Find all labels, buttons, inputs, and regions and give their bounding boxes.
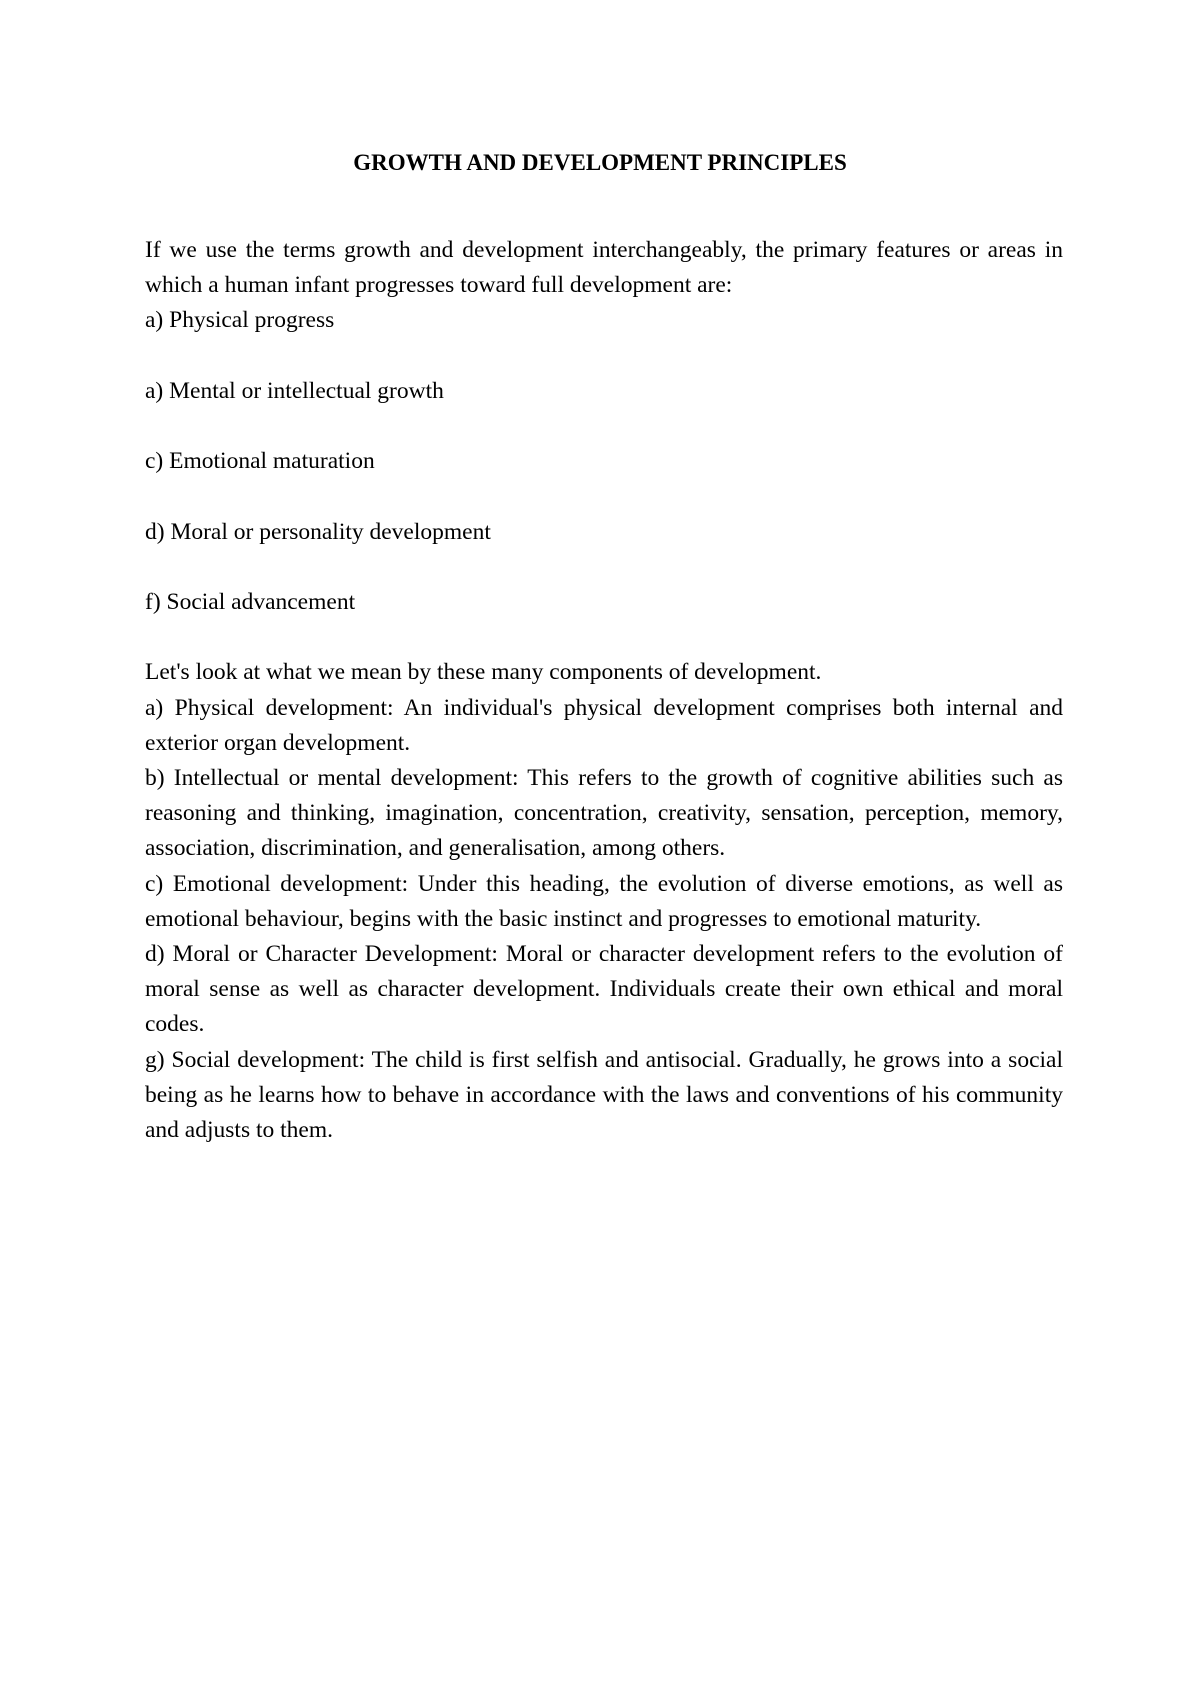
area-item: f) Social advancement <box>145 588 356 615</box>
intro-paragraph: If we use the terms growth and development interchangeably, the primary features or areas in which a human infant progresses toward full development are: <box>145 237 1063 299</box>
component-paragraph: a) Physical development: An individual's physical development comprises both internal and exterior organ development. <box>145 694 1063 756</box>
area-item: a) Mental or intellectual growth <box>145 377 444 404</box>
area-item: d) Moral or personality development <box>145 518 491 545</box>
component-paragraph: g) Social development: The child is first selfish and antisocial. Gradually, he grows into a social being as he learns how to behave in accordance with the laws and conventions of his community and adjusts to them. <box>145 1046 1063 1143</box>
spacer <box>145 620 1063 655</box>
component-paragraph: c) Emotional development: Under this heading, the evolution of diverse emotions, as well as emotional behaviour, begins with the basic instinct and progresses to emotional maturity. <box>145 870 1063 932</box>
area-item: a) Physical progress <box>145 307 335 334</box>
document-title: GROWTH AND DEVELOPMENT PRINCIPLES <box>353 150 847 175</box>
document-body <box>145 233 1063 1148</box>
spacer <box>145 409 1063 444</box>
spacer <box>145 550 1063 585</box>
component-paragraph: b) Intellectual or mental development: This refers to the growth of cognitive abilities such as reasoning and thinking, imagination, concentration, creativity, sensation, perception, memory, association, discrimination, and generalisation, among others. <box>145 764 1063 862</box>
components-intro: Let's look at what we mean by these many components of development. <box>145 659 822 686</box>
spacer <box>145 339 1063 374</box>
spacer <box>145 479 1063 514</box>
area-item: c) Emotional maturation <box>145 448 375 475</box>
component-paragraph: d) Moral or Character Development: Moral or character development refers to the evolution of moral sense as well as character development. Individuals create their own ethical and moral codes. <box>145 940 1063 1038</box>
